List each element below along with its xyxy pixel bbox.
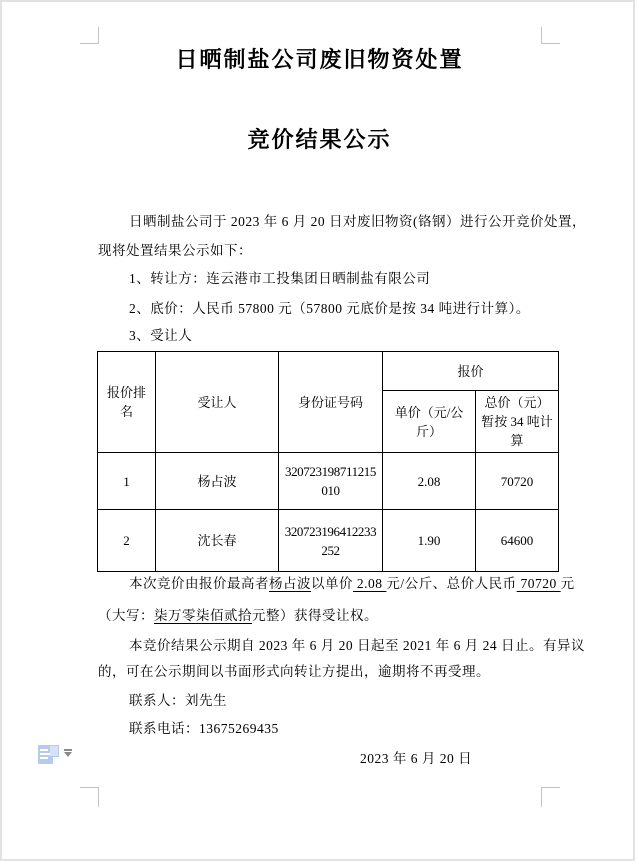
cell-unit-price: 2.08 — [383, 453, 476, 510]
award-amount-words: 柒万零柒佰贰拾 — [154, 608, 252, 623]
margin-mark-bottom-right-h — [541, 787, 560, 788]
col-header-rank: 报价排名 — [98, 352, 156, 453]
margin-mark-bottom-left-v — [98, 787, 99, 807]
table-row — [98, 453, 559, 510]
margin-mark-bottom-right-v — [541, 787, 542, 807]
doc-title-line2: 竞价结果公示 — [247, 127, 392, 152]
award-seg: 本次竞价由报价最高者 — [129, 576, 269, 591]
margin-mark-top-right-v — [541, 27, 542, 44]
award-seg: 元 — [560, 576, 575, 591]
paste-options-icon — [38, 745, 53, 764]
award-seg: 元/公斤、总价人民币 — [386, 576, 517, 591]
margin-mark-bottom-left-h — [80, 787, 99, 788]
publicity-line-1: 本竞价结果公示期自 2023 年 6 月 20 日起至 2021 年 6 月 24 日止。有异议 — [129, 638, 585, 653]
chevron-down-icon — [64, 752, 72, 757]
intro-item-2: 2、底价：人民币 57800 元（57800 元底价是按 34 吨进行计算）。 — [129, 301, 530, 316]
col-header-total-price: 总价（元）暂按 34 吨计算 — [476, 391, 559, 453]
margin-mark-top-left-h — [80, 43, 99, 44]
margin-mark-top-right-h — [541, 43, 560, 44]
award-line-1 — [98, 574, 591, 594]
cell-id-number: 320723198711215010 — [279, 453, 383, 510]
cell-id-number: 320723196412233252 — [279, 510, 383, 572]
table-row — [98, 510, 559, 572]
award-seg: 元整）获得受让权。 — [252, 608, 378, 623]
doc-title-line1: 日晒制盐公司废旧物资处置 — [175, 47, 464, 72]
col-header-quote: 报价 — [383, 352, 559, 391]
cell-total-price: 64600 — [476, 510, 559, 572]
chevron-down-icon — [64, 749, 72, 751]
intro-item-1: 1、转让方：连云港市工投集团日晒制盐有限公司 — [129, 271, 431, 286]
contact-person: 联系人：刘先生 — [129, 693, 227, 708]
cell-name: 杨占波 — [156, 453, 279, 510]
paste-minipage-icon — [49, 745, 59, 757]
intro-line-1: 日晒制盐公司于 2023 年 6 月 20 日对废旧物资(铬钢）进行公开竞价处置， — [129, 214, 586, 229]
cell-unit-price: 1.90 — [383, 510, 476, 572]
contact-phone: 联系电话：13675269435 — [129, 721, 279, 736]
award-winner-name: 杨占波 — [269, 576, 311, 591]
award-line-2 — [98, 606, 560, 626]
bid-results-table — [97, 351, 559, 572]
cell-name: 沈长春 — [156, 510, 279, 572]
sign-date: 2023 年 6 月 20 日 — [360, 751, 473, 766]
paste-options-button[interactable] — [36, 743, 78, 769]
award-seg: （大写： — [98, 608, 154, 623]
cell-rank: 1 — [98, 453, 156, 510]
margin-mark-top-left-v — [98, 27, 99, 44]
award-seg: 以单价 — [311, 576, 353, 591]
intro-item-3: 3、受让人 — [129, 328, 193, 343]
cell-rank: 2 — [98, 510, 156, 572]
col-header-id-number: 身份证号码 — [279, 352, 383, 453]
award-total-price: 70720 — [516, 576, 561, 591]
publicity-line-2: 的，可在公示期间以书面形式向转让方提出，逾期将不再受理。 — [98, 664, 490, 679]
cell-total-price: 70720 — [476, 453, 559, 510]
col-header-unit-price: 单价（元/公斤） — [383, 391, 476, 453]
intro-line-2: 现将处置结果公示如下： — [98, 243, 252, 258]
award-unit-price: 2.08 — [353, 576, 387, 591]
col-header-transferee: 受让人 — [156, 352, 279, 453]
